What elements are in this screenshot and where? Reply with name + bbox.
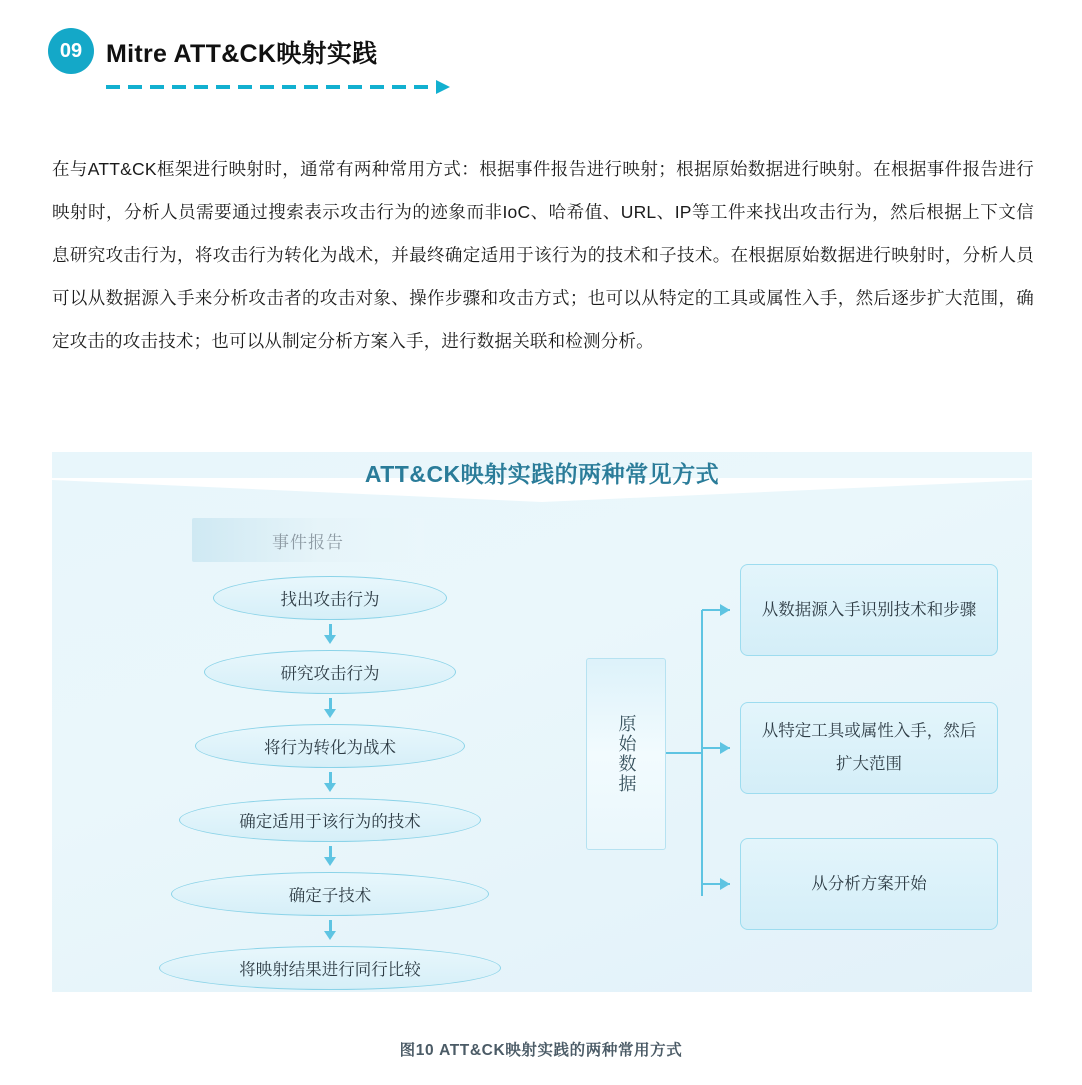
flow-step-3: 确定适用于该行为的技术	[179, 798, 481, 842]
figure-diagram	[52, 452, 1032, 992]
body-paragraph: 在与ATT&CK框架进行映射时，通常有两种常用方式：根据事件报告进行映射；根据原始数据进行映射。在根据事件报告进行映射时，分析人员需要通过搜索表示攻击行为的迹象而非IoC、哈希值、URL、IP等工件来找出攻击行为，然后根据上下文信息研究攻击行为，将攻击行为转化为战术，并最终确定适用于该行为的技术和子技术。在根据原始数据进行映射时，分析人员可以从数据源入手来分析攻击者的攻击对象、操作步骤和攻击方式；也可以从特定的工具或属性入手，然后逐步扩大范围，确定攻击的攻击技术；也可以从制定分析方案入手，进行数据关联和检测分析。	[52, 159, 1034, 351]
title-underline-arrow	[106, 80, 456, 96]
arrow-right-icon	[436, 80, 450, 94]
flow-step-0: 找出攻击行为	[213, 576, 447, 620]
section-header	[48, 28, 1038, 98]
flow-head-label: 事件报告	[192, 518, 424, 562]
flow-column	[150, 518, 510, 990]
page-title: Mitre ATT&CK映射实践	[106, 40, 378, 68]
arrow-down-icon-2	[323, 698, 337, 720]
dashed-line	[106, 85, 436, 89]
raw-data-box	[586, 658, 666, 850]
branch-box-2: 从分析方案开始	[740, 838, 998, 930]
branch-box-1: 从特定工具或属性入手，然后扩大范围	[740, 702, 998, 794]
arrow-down-icon-3	[323, 772, 337, 794]
flow-step-1: 研究攻击行为	[204, 650, 456, 694]
figure-caption: 图10 ATT&CK映射实践的两种常用方式	[399, 1042, 683, 1059]
arrow-down-icon-1	[323, 624, 337, 646]
branch-box-0: 从数据源入手识别技术和步骤	[740, 564, 998, 656]
arrow-down-icon-4	[323, 846, 337, 868]
raw-data-label: 原始数据	[616, 714, 637, 794]
flow-step-5: 将映射结果进行同行比较	[159, 946, 501, 990]
arrow-down-icon-5	[323, 920, 337, 942]
figure-title: ATT&CK映射实践的两种常见方式	[364, 461, 720, 487]
figure-content	[90, 508, 994, 979]
flow-step-4: 确定子技术	[171, 872, 489, 916]
flow-step-2: 将行为转化为战术	[195, 724, 465, 768]
section-number-badge: 09	[48, 28, 94, 74]
